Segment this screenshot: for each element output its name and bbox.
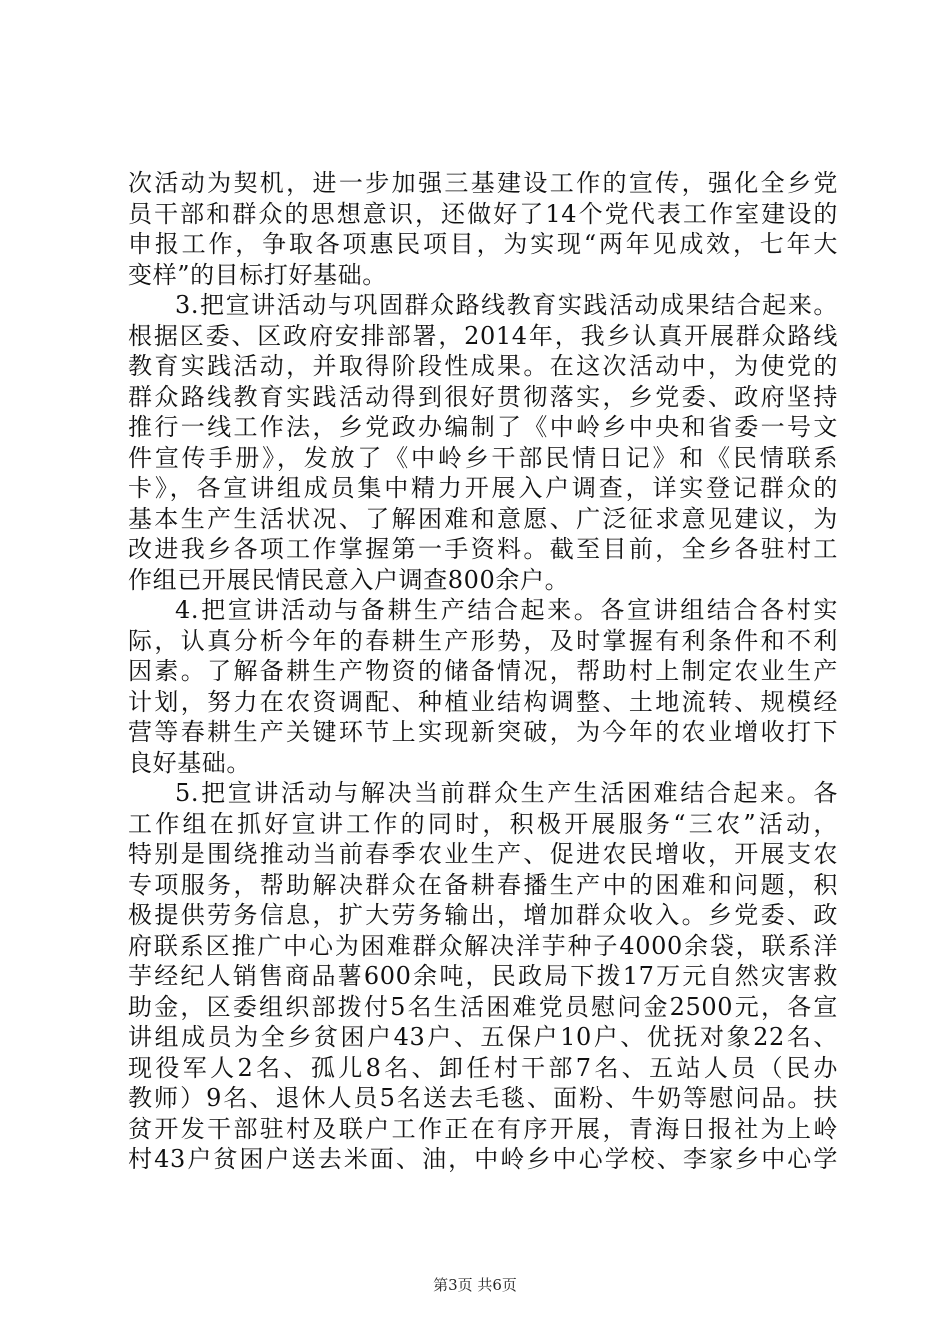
text-line: 作组已开展民情民意入户调查800余户。: [128, 565, 570, 594]
text-line: 良好基础。: [128, 748, 251, 777]
text-line: 群众路线教育实践活动得到很好贯彻落实，乡党委、政府坚持: [128, 382, 838, 411]
text-line: 因素。了解备耕生产物资的储备情况，帮助村上制定农业生产: [128, 657, 838, 685]
text-line: 推行一线工作法，乡党政办编制了《中岭乡中央和省委一号文: [128, 413, 838, 441]
text-line: 芋经纪人销售商品薯600余吨，民政局下拨17万元自然灾害救: [128, 962, 838, 990]
text-line: 计划，努力在农资调配、种植业结构调整、土地流转、规模经: [128, 687, 838, 716]
text-line: 府联系区推广中心为困难群众解决洋芋种子4000余袋，联系洋: [128, 931, 838, 960]
text-line: 卡》，各宣讲组成员集中精力开展入户调查，详实登记群众的: [128, 474, 838, 502]
paragraph-5-first-line: 5.把宣讲活动与解决当前群众生产生活困难结合起来。各: [175, 779, 838, 807]
text-line: 基本生产生活状况、了解困难和意愿、广泛征求意见建议，为: [128, 504, 838, 533]
text-line: 教育实践活动，并取得阶段性成果。在这次活动中，为使党的: [128, 352, 838, 380]
text-line: 助金，区委组织部拨付5名生活困难党员慰问金2500元，各宣: [128, 992, 838, 1021]
text-line: 营等春耕生产关键环节上实现新突破，为今年的农业增收打下: [128, 718, 838, 746]
text-line: 变样”的目标打好基础。: [128, 260, 387, 289]
text-line: 次活动为契机，进一步加强三基建设工作的宣传，强化全乡党: [128, 169, 838, 197]
page-number-footer: 第3页 共6页: [433, 1276, 517, 1294]
text-line: 村43户贫困户送去米面、油，中岭乡中心学校、李家乡中心学: [128, 1145, 838, 1173]
text-line: 专项服务，帮助解决群众在备耕春播生产中的困难和问题，积: [128, 870, 838, 899]
text-line: 员干部和群众的思想意识，还做好了14个党代表工作室建设的: [128, 199, 838, 228]
text-line: 际，认真分析今年的春耕生产形势，及时掌握有利条件和不利: [128, 626, 838, 655]
text-line: 教师）9名、退休人员5名送去毛毯、面粉、牛奶等慰问品。扶: [128, 1084, 838, 1112]
text-line: 贫开发干部驻村及联户工作正在有序开展，青海日报社为上岭: [128, 1114, 838, 1143]
text-line: 现役军人2名、孤儿8名、卸任村干部7名、五站人员（民办: [128, 1053, 838, 1082]
text-line: 申报工作，争取各项惠民项目，为实现“两年见成效，七年大: [128, 230, 838, 258]
document-body: [128, 168, 838, 1175]
text-line: 件宣传手册》，发放了《中岭乡干部民情日记》和《民情联系: [128, 443, 838, 472]
text-line: 特别是围绕推动当前春季农业生产、促进农民增收，开展支农: [128, 840, 838, 868]
text-line: 讲组成员为全乡贫困户43户、五保户10户、优抚对象22名、: [128, 1023, 838, 1051]
paragraph-4-first-line: 4.把宣讲活动与备耕生产结合起来。各宣讲组结合各村实: [175, 596, 838, 624]
paragraph-3-first-line: 3.把宣讲活动与巩固群众路线教育实践活动成果结合起来。: [175, 291, 838, 319]
text-line: 改进我乡各项工作掌握第一手资料。截至目前，全乡各驻村工: [128, 535, 838, 563]
text-line: 工作组在抓好宣讲工作的同时，积极开展服务“三农”活动，: [128, 809, 838, 838]
text-line: 根据区委、区政府安排部署，2014年，我乡认真开展群众路线: [128, 321, 838, 350]
text-line: 极提供劳务信息，扩大劳务输出，增加群众收入。乡党委、政: [128, 901, 838, 929]
